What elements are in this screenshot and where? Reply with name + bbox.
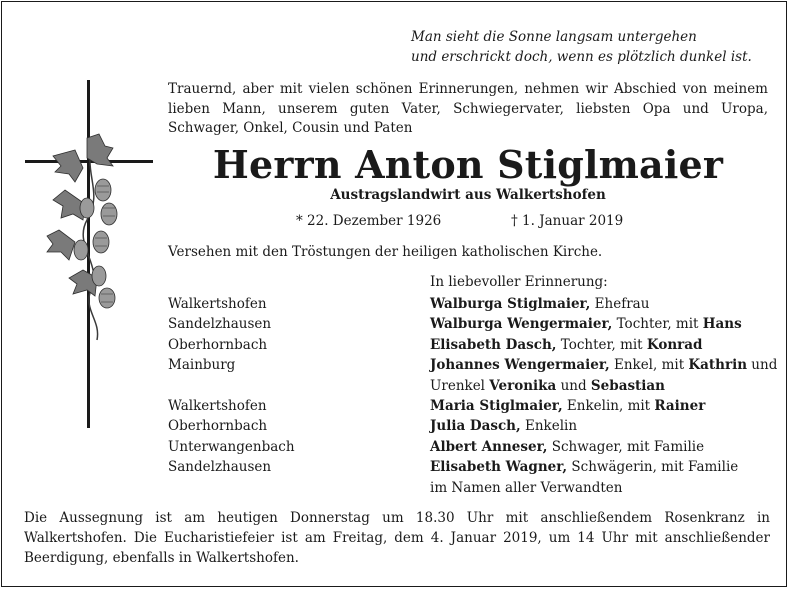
mourner-name: Maria Stiglmaier, (430, 397, 563, 414)
mourner-relation: Tochter, mit (556, 336, 647, 353)
intro-text: Trauernd, aber mit vielen schönen Erinnerungen, nehmen wir Abschied von meinem lieben Mann, unserem guten Vater, Schwiegervater, liebsten Opa und Uropa, Schwager, Onkel, Cousin und Paten (168, 81, 768, 136)
mourner-name: Konrad (646, 336, 703, 353)
mourner-name: Elisabeth Wagner, (430, 459, 568, 476)
mourner-places (168, 294, 295, 498)
mourner-relation: Enkelin (520, 418, 578, 435)
memory-heading: In liebevoller Erinnerung: (430, 274, 608, 290)
mourner-relation: Tochter, mit (612, 316, 703, 333)
mourner-name: Kathrin (688, 357, 748, 374)
mourner-entry (430, 416, 777, 436)
mourner-name: Elisabeth Dasch, (430, 336, 557, 353)
deceased-occupation: Austragslandwirt aus Walkertshofen (330, 187, 606, 203)
mourner-name: Rainer (654, 397, 706, 414)
sacrament-text: Versehen mit den Tröstungen der heiligen katholischen Kirche. (168, 244, 603, 260)
mourner-name: Albert Anneser, (430, 438, 548, 455)
mourner-entry (430, 314, 777, 334)
mourner-name: Walburga Wengermaier, (430, 316, 613, 333)
mourner-place: Sandelzhausen (168, 459, 272, 476)
mourner-place: Unterwangenbach (168, 438, 295, 455)
mourner-entry (430, 335, 777, 355)
mourner-name: Julia Dasch, (430, 418, 521, 435)
mourner-place: Mainburg (168, 357, 236, 374)
birth-date: * 22. Dezember 1926 (296, 213, 442, 229)
mourner-relation: Schwager, mit Familie (547, 438, 705, 455)
mourner-entry (430, 376, 777, 396)
mourner-name: Walburga Stiglmaier, (430, 296, 591, 312)
mourner-entry (430, 355, 777, 375)
mourner-entry (430, 437, 777, 457)
mourner-relation: und (556, 377, 591, 394)
mourner-entry (430, 396, 777, 416)
mourner-name: Hans (702, 316, 742, 333)
cross-with-hops-icon (25, 80, 155, 430)
mourner-place: Walkertshofen (168, 296, 267, 312)
mourner-relation: Schwägerin, mit Familie (567, 459, 739, 476)
footer-text: Die Aussegnung ist am heutigen Donnerstag um 18.30 Uhr mit anschließendem Rosenkranz in Walkertshofen. Die Eucharistiefeier ist am Freitag, dem 4. Januar 2019, um 14 Uhr mit anschließender Beerdigung, ebenfalls in Walkertshofen. (24, 510, 770, 566)
mourner-names (430, 294, 777, 498)
mourner-place: Oberhornbach (168, 336, 268, 353)
deceased-name: Herrn Anton Stiglmaier (212, 142, 724, 187)
mourner-relation: Urenkel (430, 377, 490, 394)
mourner-relation: Ehefrau (590, 296, 650, 312)
mourner-place: Sandelzhausen (168, 316, 272, 333)
mourner-name: Johannes Wengermaier, (430, 357, 610, 374)
mourner-place (168, 376, 295, 396)
mourner-place: Walkertshofen (168, 397, 267, 414)
mourner-relation: Enkelin, mit (562, 397, 655, 414)
obituary-card (1, 1, 787, 587)
mourner-name: Veronika (489, 377, 557, 394)
mourner-place (168, 478, 295, 498)
quote-line-2: und erschrickt doch, wenn es plötzlich dunkel ist. (411, 49, 752, 65)
mourner-entry (430, 478, 777, 498)
death-date: † 1. Januar 2019 (511, 213, 624, 229)
mourner-entry (430, 457, 777, 477)
mourner-name: Sebastian (590, 377, 665, 394)
quote-line-1: Man sieht die Sonne langsam untergehen (411, 29, 697, 45)
mourner-relation: im Namen aller Verwandten (430, 479, 623, 496)
mourner-relation: und (747, 357, 778, 374)
mourner-entry (430, 294, 777, 314)
quote (411, 27, 752, 67)
mourner-place: Oberhornbach (168, 418, 268, 435)
mourner-relation: Enkel, mit (609, 357, 689, 374)
